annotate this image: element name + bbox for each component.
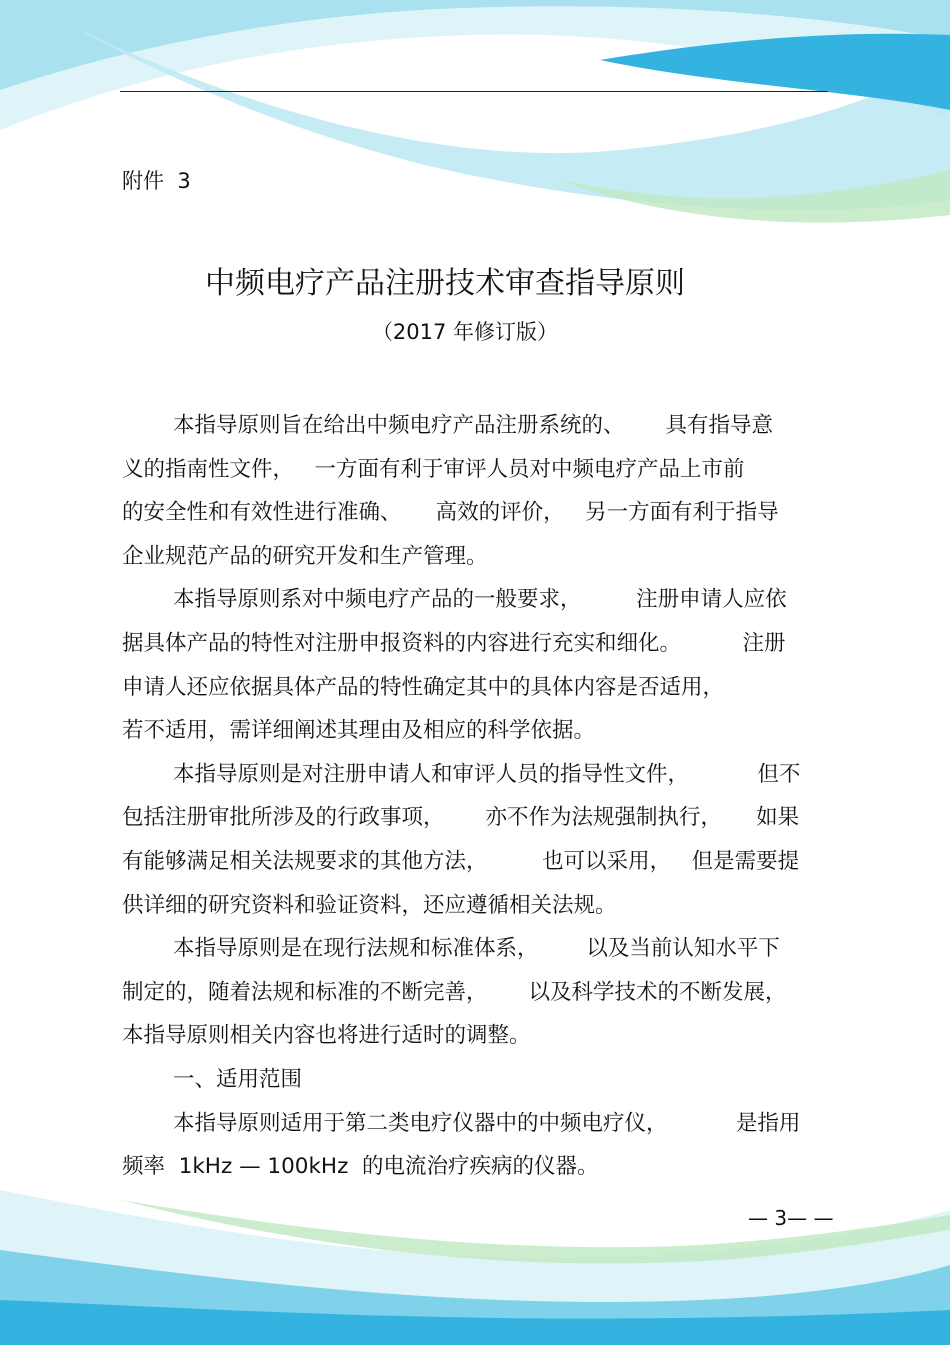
paragraph-line: 企业规范产品的研究开发和生产管理。 (122, 543, 488, 569)
paragraph-line: 的安全性和有效性进行准确、 高效的评价， 另一方面有利于指导 (122, 500, 779, 526)
paragraph-line: 据具体产品的特性对注册申报资料的内容进行充实和细化。 注册 (122, 630, 786, 656)
paragraph-line: 本指导原则是对注册申请人和审评人员的指导性文件， 但不 (173, 761, 801, 787)
paragraph-line: 制定的，随着法规和标准的不断完善， 以及科学技术的不断发展， (122, 979, 787, 1005)
document-title: 中频电疗产品注册技术审查指导原则 (205, 266, 685, 301)
paragraph-line: 频率 1kHz — 100kHz 的电流治疗疾病的仪器。 (122, 1154, 599, 1180)
paragraph-line: 本指导原则旨在给出中频电疗产品注册系统的、 具有指导意 (173, 413, 774, 438)
paragraph-line: 义的指南性文件， 一方面有利于审评人员对中频电疗产品上市前 (122, 456, 745, 482)
page-number: — 3— — (748, 1206, 834, 1230)
paragraph-line: 本指导原则适用于第二类电疗仪器中的中频电疗仪， 是指用 (173, 1110, 801, 1136)
header-rule (120, 91, 828, 92)
paragraph-line: 若不适用，需详细阐述其理由及相应的科学依据。 (122, 718, 596, 744)
document-subtitle: （2017 年修订版） (371, 320, 559, 344)
paragraph-line: 供详细的研究资料和验证资料，还应遵循相关法规。 (122, 892, 617, 918)
paragraph-line: 本指导原则系对中频电疗产品的一般要求， 注册申请人应依 (173, 587, 787, 613)
paragraph-line: 包括注册审批所涉及的行政事项， 亦不作为法规强制执行， 如果 (122, 805, 800, 831)
paragraph-line: 本指导原则是在现行法规和标准体系， 以及当前认知水平下 (173, 936, 780, 962)
paragraph-line: 有能够满足相关法规要求的其他方法， 也可以采用， 但是需要提 (122, 848, 800, 874)
paragraph-line: 本指导原则相关内容也将进行适时的调整。 (122, 1023, 531, 1049)
section-heading: 一、适用范围 (173, 1066, 303, 1092)
body-text (122, 404, 828, 1189)
attachment-label: 附件 3 (122, 169, 191, 193)
paragraph-line: 申请人还应依据具体产品的特性确定其中的具体内容是否适用， (122, 674, 725, 700)
